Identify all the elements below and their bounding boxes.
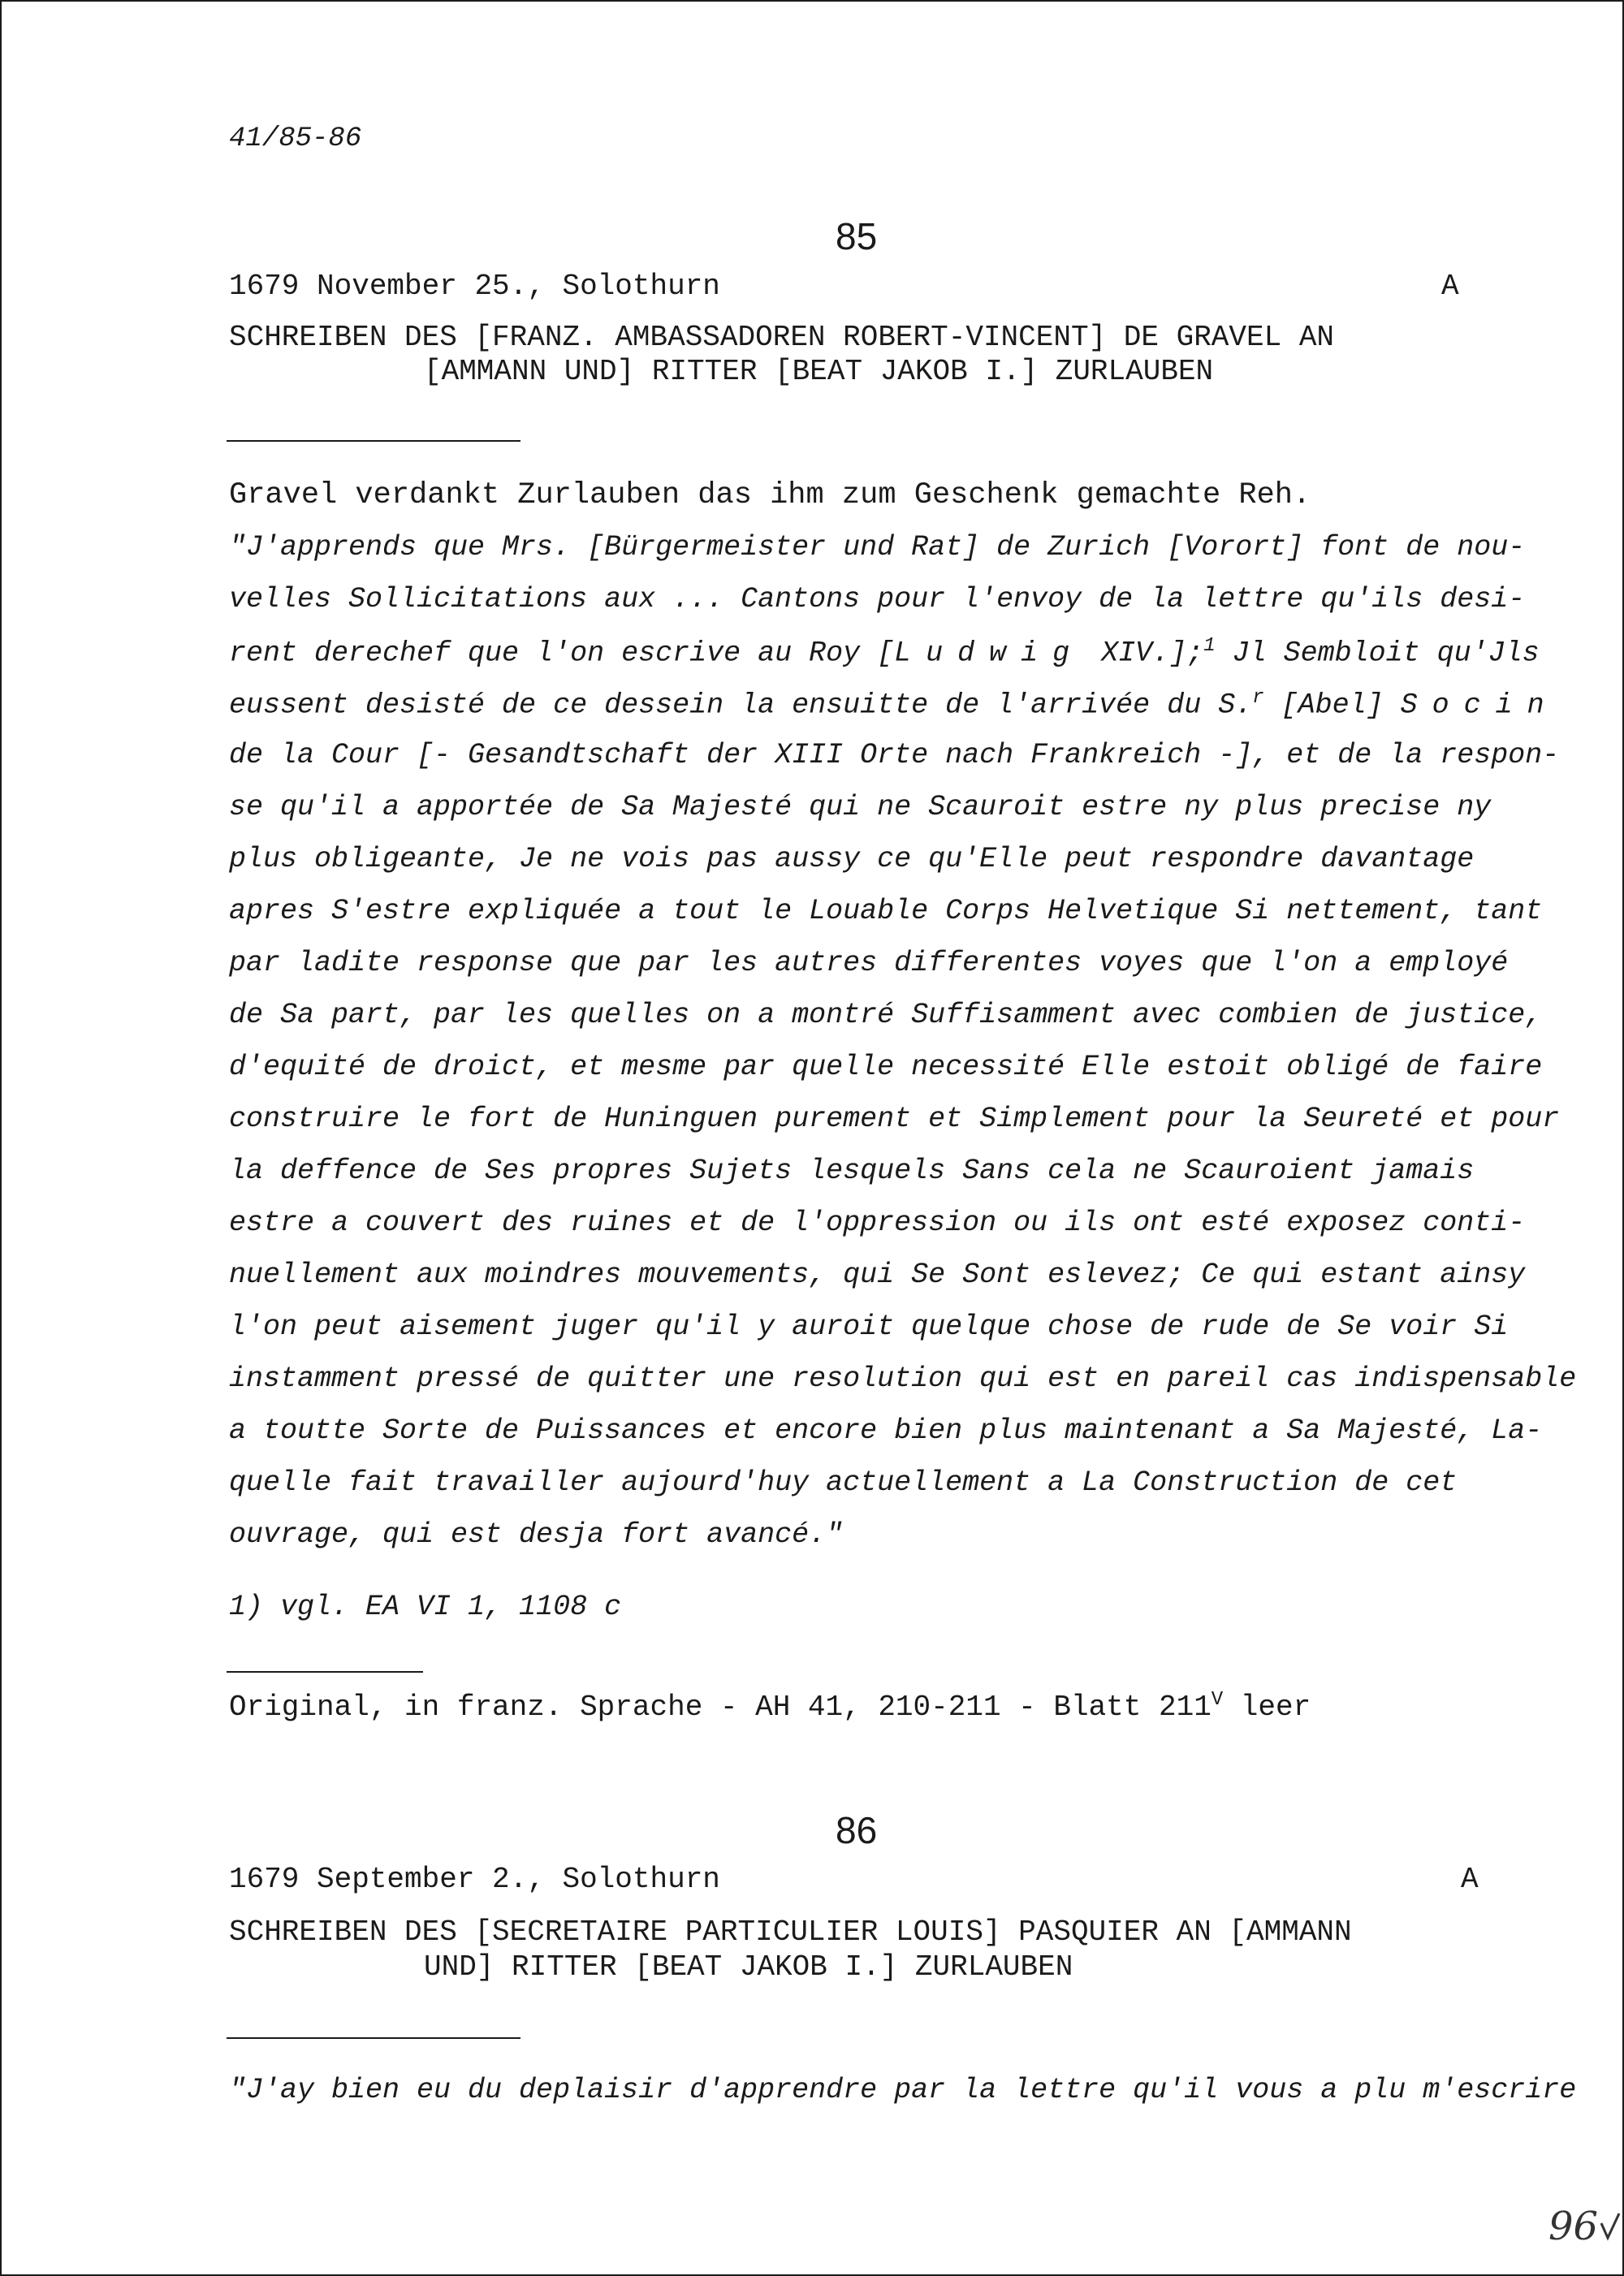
spaced-name: Ludwig bbox=[894, 637, 1085, 670]
text-line: nuellement aux moindres mouvements, qui Se Sont eslevez; Ce qui estant ainsy bbox=[229, 1259, 1526, 1291]
letter-code-86: A bbox=[1461, 1863, 1479, 1896]
title-line-1-85: SCHREIBEN DES [FRANZ. AMBASSADOREN ROBERT-VINCENT] DE GRAVEL AN bbox=[229, 321, 1335, 354]
title-line-1-86: SCHREIBEN DES [SECRETAIRE PARTICULIER LOUIS] PASQUIER AN [AMMANN bbox=[229, 1915, 1352, 1949]
letter-code-85: A bbox=[1441, 270, 1459, 303]
footnote: 1) vgl. EA VI 1, 1108 c bbox=[229, 1591, 622, 1623]
section-rule bbox=[227, 2037, 520, 2039]
text-line: estre a couvert des ruines et de l'oppression ou ils ont esté exposez conti- bbox=[229, 1207, 1526, 1239]
text-line: eussent desisté de ce dessein la ensuitte de l'arrivée du S.$^r$ [Abel] Socin bbox=[229, 687, 1559, 722]
document-number-85: 85 bbox=[836, 215, 878, 257]
text-line: velles Sollicitations aux ... Cantons pour l'envoy de la lettre qu'ils desi- bbox=[229, 583, 1526, 615]
text-line: ouvrage, qui est desja fort avancé." bbox=[229, 1518, 844, 1551]
text-line: de la Cour [- Gesandtschaft der XIII Orte nach Frankreich -], et de la respon- bbox=[229, 739, 1560, 771]
title-line-2-86: UND] RITTER [BEAT JAKOB I.] ZURLAUBEN bbox=[424, 1950, 1073, 1984]
text-line: la deffence de Ses propres Sujets lesquels Sans cela ne Scauroient jamais bbox=[229, 1155, 1475, 1187]
text-line: plus obligeante, Je ne vois pas aussy ce qu'Elle peut respondre davantage bbox=[229, 843, 1475, 875]
superscript: V bbox=[1211, 1689, 1224, 1711]
text-line: rent derechef que l'on escrive au Roy [Ludwig XIV.];$^1$ Jl Sembloit qu'Jls bbox=[229, 635, 1540, 670]
document-number-86: 86 bbox=[836, 1809, 878, 1851]
text-line: apres S'estre expliquée a tout le Louable Corps Helvetique Si nettement, tant bbox=[229, 895, 1543, 927]
text-line: "J'apprends que Mrs. [Bürgermeister und Rat] de Zurich [Vorort] font de nou- bbox=[229, 531, 1526, 564]
text-line: instamment pressé de quitter une resolution qui est en pareil cas indispensable bbox=[229, 1363, 1577, 1395]
superscript: r bbox=[1252, 687, 1264, 709]
text-line: l'on peut aisement juger qu'il y auroit quelque chose de rude de Se voir Si bbox=[229, 1311, 1509, 1343]
page-mark: 96 bbox=[1548, 2204, 1621, 2249]
footnote-marker: 1 bbox=[1203, 635, 1216, 657]
text-line: par ladite response que par les autres differentes voyes que l'on a employé bbox=[229, 947, 1509, 979]
text-line: construire le fort de Huninguen purement et Simplement pour la Seureté et pour bbox=[229, 1103, 1560, 1135]
text-line: d'equité de droict, et mesme par quelle necessité Elle estoit obligé de faire bbox=[229, 1051, 1543, 1083]
reference-number: 41/85-86 bbox=[229, 123, 362, 154]
footnote-rule bbox=[227, 1671, 423, 1673]
text-line: "J'ay bien eu du deplaisir d'apprendre par la lettre qu'il vous a plu m'escrire bbox=[229, 2074, 1577, 2106]
title-line-2-85: [AMMANN UND] RITTER [BEAT JAKOB I.] ZURLAUBEN bbox=[424, 355, 1214, 388]
text-line: a toutte Sorte de Puissances et encore bien plus maintenant a Sa Majesté, La- bbox=[229, 1414, 1543, 1447]
text-line: quelle fait travailler aujourd'huy actuellement a La Construction de cet bbox=[229, 1466, 1458, 1499]
summary-85: Gravel verdankt Zurlauben das ihm zum Geschenk gemachte Reh. bbox=[229, 478, 1311, 512]
section-rule bbox=[227, 440, 520, 442]
date-place-85: 1679 November 25., Solothurn bbox=[229, 270, 720, 303]
checkmark-icon bbox=[1600, 2212, 1621, 2244]
spaced-name: Socin bbox=[1400, 689, 1559, 722]
text-line: de Sa part, par les quelles on a montré Suffisamment avec combien de justice, bbox=[229, 999, 1543, 1031]
source-note-85: Original, in franz. Sprache - AH 41, 210-211 - Blatt $211^V$ leer bbox=[229, 1689, 1311, 1724]
text-line: se qu'il a apportée de Sa Majesté qui ne Scauroit estre ny plus precise ny bbox=[229, 791, 1492, 823]
date-place-86: 1679 September 2., Solothurn bbox=[229, 1863, 720, 1896]
